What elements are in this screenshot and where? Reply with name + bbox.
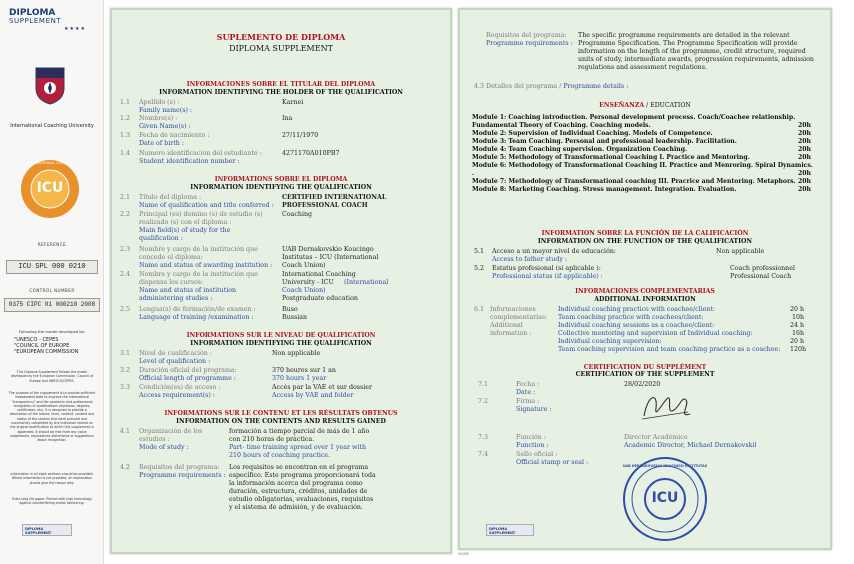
function-value-es: Director Académico xyxy=(624,434,688,441)
field-label-en: Access requirement(s) : xyxy=(139,392,215,399)
module-line: Module 7: Methodology of Transformational coaching III. Pracrice and Mentoring. Metaphors. xyxy=(472,178,796,185)
education-heading-separator: / xyxy=(644,102,651,109)
further-study-value: Non applicable xyxy=(716,248,765,255)
additional-info-hours: 10h xyxy=(792,314,805,321)
field-label-en: Date : xyxy=(516,389,536,396)
additional-info-hours: 120h xyxy=(790,346,807,353)
item-number: 5.2 xyxy=(474,265,485,272)
section7-title-es: CERTIFICATION DU SUPPLÉMENT xyxy=(583,364,707,371)
programme-length-value-fr: 370 heures sur 1 an xyxy=(272,367,336,374)
administering-institution-value-2: University - ICU xyxy=(282,279,334,286)
field-label-es: Lengua(s) de formación/de examen : xyxy=(139,306,256,313)
edge-mark: SIGNE xyxy=(458,552,469,556)
module-line: Module 2: Supervision of Individual Coaching. Models of Competence. xyxy=(472,130,713,137)
section1-title-en: INFORMATION IDENTIFYING THE HOLDER OF THE QUALIFICATION xyxy=(159,89,403,96)
stamp-ring-text: UAB DERNAKOVSKIO KOUCINGO INSTITUTAS xyxy=(622,464,708,468)
module-hours: 20h xyxy=(798,170,811,177)
field-label-es: Fecha de nacimiento : xyxy=(139,132,210,139)
field-label-es: estudios : xyxy=(139,436,170,443)
programme-requirements-line: estudio obligatorias, evaluaciones, requisitos xyxy=(229,496,374,503)
programme-spec-line: information on the length of the programme, credit structure, required xyxy=(578,48,806,55)
field-label-es: Sello oficial : xyxy=(516,451,558,458)
field-label-en: Family name(s) : xyxy=(139,107,193,114)
access-requirement-value-en: Access by VAE and folder xyxy=(272,392,354,399)
item-number: 4.2 xyxy=(120,464,131,471)
item-number: 1.1 xyxy=(120,99,131,106)
field-label-en: Programme requirements : xyxy=(139,472,226,479)
university-name: International Coaching University xyxy=(10,123,94,129)
field-label-es: dispensa los cursos: xyxy=(139,279,204,286)
additional-info-line: Individual coaching supervision: xyxy=(558,338,662,345)
additional-info-line: Individual coaching practice with coachee/client: xyxy=(558,306,716,313)
note-purpose: The purpose of the supplement is to provide sufficient independent data to improve the international "transparency" and fair academic and professional recognition of qualifications (diplomas, degrees, certificates, etc). It is designed to provide a description of the nature, level, context, content and status of the studies that were pursued and successfully completed by the individual named on the original qualification to which this supplement is appended. It should be free from any value judgements, equivalence statements or suggestions about recognition. xyxy=(8,391,96,443)
item-number: 3.2 xyxy=(120,367,131,374)
control-label: CONTROL NUMBER xyxy=(29,288,75,293)
field-label-es: Nombre(s) : xyxy=(139,115,178,122)
item-number: 6.1 xyxy=(474,306,485,313)
brand-line1: DIPLOMA xyxy=(9,8,56,18)
field-label-es: Nombre y cargo de la institución que xyxy=(139,271,258,278)
field-label-es: Nombre y cargo de la institución que xyxy=(139,246,258,253)
item-number: 1.2 xyxy=(120,115,131,122)
section5-title-es: INFORMATION SOBRE LA FUNCIÓN DE LA CALIFICACIÓN xyxy=(541,230,749,237)
field-label-en: Given Name(s) : xyxy=(139,123,191,130)
field-label-es: Requisitos del programa: xyxy=(139,464,220,471)
birth-date-value: 27/11/1970 xyxy=(282,132,319,139)
item-number: 2.5 xyxy=(120,306,131,313)
page2-footer-logo xyxy=(486,524,534,536)
awarding-institution-value-2: Institutas – ICU (International xyxy=(282,254,379,261)
additional-info-hours: 20 h xyxy=(790,306,805,313)
reference-value: ICU SPL 000 0210 xyxy=(6,260,98,274)
field-label-es: Condición(es) de acceso : xyxy=(139,384,221,391)
module-hours: 20h xyxy=(798,186,811,193)
field-label-en: Language of training /examination : xyxy=(139,314,254,321)
programme-spec-line: The specific programme requirements are detailed in the relevant xyxy=(578,32,790,39)
page2-footer-brand: DIPLOMA SUPPLEMENT xyxy=(489,527,516,535)
item-number: 7.1 xyxy=(478,381,489,388)
org-council: "COUNCIL OF EUROPE xyxy=(14,343,70,349)
awarding-institution-value: UAB Dernakovskio Koucingo xyxy=(282,246,374,253)
programme-details-en: Programme details : xyxy=(563,83,629,90)
page-2 xyxy=(458,8,832,550)
field-label-es: Título del diploma : xyxy=(139,194,202,201)
field-label-es: Informaciones xyxy=(490,306,536,313)
education-heading xyxy=(460,102,830,109)
note-paper: Extra long life paper. Printed with high technology against counterfeiting and/or tampering. xyxy=(12,497,92,506)
field-label-en: Name and status of awarding institution : xyxy=(139,262,273,269)
section6-title-es: INFORMACIONES COMPLEMENTARIAS xyxy=(575,288,715,295)
field-label-es: Acceso a un mayor nivel de educación: xyxy=(492,248,617,255)
field-label-es: Numero identificacion del estudiante : xyxy=(139,150,262,157)
field-label-es: Nivel de cualificación : xyxy=(139,350,212,357)
function-value-en: Academic Director, Michael Dernakovskil xyxy=(624,442,757,449)
field-label-en: information : xyxy=(490,330,532,337)
language-value-es: Ruso xyxy=(282,306,298,313)
item-number: 7.4 xyxy=(478,451,489,458)
field-label-en: Name and status of institution xyxy=(139,287,237,294)
page-1 xyxy=(110,8,452,554)
module-line: Module 6: Methodology of Transformational Coaching II. Practice and Menroring. Spiral Dynamics. xyxy=(472,162,813,169)
programme-length-value-en: 370 hours 1 year xyxy=(272,375,327,382)
section1-title-es: INFORMACIONES SOBRE EL TITULAR DEL DIPLOMA xyxy=(186,81,376,88)
module-hours: 20h xyxy=(798,130,811,137)
strip-footer-logo xyxy=(22,524,72,536)
item-number: 5.1 xyxy=(474,248,485,255)
additional-info-line: Collective mentoring and supervision of Individual coaching: xyxy=(558,330,753,337)
page1-title-en: DIPLOMA SUPPLEMENT xyxy=(229,44,333,53)
access-requirement-value-fr: Accès par la VAE et sur dossier xyxy=(272,384,372,391)
field-label-en: qualification : xyxy=(139,235,183,242)
module-line: Module 1: Coaching introduction. Personal development process. Coach/Coachee relationship. xyxy=(472,114,796,121)
education-heading-en: EDUCATION xyxy=(650,102,691,109)
field-label-en: Date of birth : xyxy=(139,140,184,147)
section6-title-en: ADDITIONAL INFORMATION xyxy=(594,296,696,303)
field-label-es: complementarias: xyxy=(490,314,548,321)
module-hours: 20h xyxy=(798,146,811,153)
family-name-value: Karnei xyxy=(282,99,304,106)
mode-of-study-value-es-2: con 210 horas de práctica. xyxy=(229,436,315,443)
additional-info-hours: 20 h xyxy=(790,338,805,345)
reference-label: REFERENCE xyxy=(37,242,67,247)
administering-institution-value-3: Coach Union) xyxy=(282,287,326,294)
module-line: Module 5: Methodology of Transformational Coaching I. Practice and Mentoring. xyxy=(472,154,750,161)
module-hours: 20h xyxy=(798,138,811,145)
field-label-es: Requisitos del programa: xyxy=(486,32,567,39)
additional-info-line: Team coaching supervision and team coaching practice as a coachee: xyxy=(558,346,781,353)
programme-requirements-line: Los requisitos se encontran en el programa xyxy=(229,464,369,471)
section4-title-en: INFORMATION ON THE CONTENTS AND RESULTS GAINED xyxy=(176,418,386,425)
section5-title-en: INFORMATION ON THE FUNCTION OF THE QUALIFICATION xyxy=(537,238,753,245)
module-line: Fundamental Theory of Coaching. Coaching models. xyxy=(472,122,651,129)
section4-title-es: INFORMATIONS SUR LE CONTENU ET LES RÉSULTATS OBTENUS xyxy=(164,410,398,417)
field-label-en: Additional xyxy=(490,322,523,329)
control-value: 0375 CIPC 01 000210 2008 xyxy=(4,298,100,312)
icu-seal xyxy=(20,159,80,219)
professional-status-value-en: Professional Coach xyxy=(730,273,792,280)
field-label-en: Access to father study : xyxy=(492,256,568,263)
item-number: 4.1 xyxy=(120,428,131,435)
programme-spec-line: regulations and assessment regulations. xyxy=(578,64,707,71)
seal-text: ICU xyxy=(36,180,64,196)
module-line: . xyxy=(472,170,475,177)
note-sections: Information in all eight sections should be provided. Where information is not provided, an explanation should give the reason why. xyxy=(10,472,94,485)
university-logo xyxy=(34,66,66,106)
qualification-title-value-2: PROFESSIONAL COACH xyxy=(282,202,368,209)
item-number: 3.3 xyxy=(120,384,131,391)
language-value-en: Russian xyxy=(282,314,308,321)
item-number: 7.2 xyxy=(478,398,489,405)
field-label-es: realizado (s) con el diploma : xyxy=(139,219,232,226)
section2-title-en: INFORMATION IDENTIFYING THE QUALIFICATION xyxy=(190,184,372,191)
page1-title-es: SUPLEMENTO DE DIPLOMA xyxy=(216,32,346,42)
programme-requirements-line: y el sistema de admisión, y de evaluación. xyxy=(229,504,363,511)
seal-ring-text: INTERNATIONAL COACHES xyxy=(26,161,74,165)
student-id-value: 4271170A010PB7 xyxy=(282,150,340,157)
programme-requirements-line: específico. Este programa proporcionará toda xyxy=(229,472,376,479)
additional-info-line: Team coaching practice with coachees/client: xyxy=(558,314,704,321)
programme-spec-line: Programme Specification. The Programme Specification will provide xyxy=(578,40,798,47)
stars-decoration: ★★★★ xyxy=(64,26,86,32)
module-line: Module 4: Team Coaching supervision. Organization Coaching. xyxy=(472,146,688,153)
item-number: 2.1 xyxy=(120,194,131,201)
field-label-en: Programme requirements : xyxy=(486,40,573,47)
field-label-en: Name of qualification and title conferred : xyxy=(139,202,274,209)
signature-image xyxy=(638,388,698,424)
strip-footer-brand: DIPLOMA SUPPLEMENT xyxy=(25,527,52,535)
org-commission: "EUROPEAN COMMISSION xyxy=(14,349,79,355)
mode-of-study-value-es: formación a tiempo parcial de más de 1 año xyxy=(229,428,370,435)
note-model: This Diploma Supplement follows the model developed by the European Commission, Council of Europe and UNESCO/CEPES. xyxy=(10,370,94,383)
field-label-en: Student identification number : xyxy=(139,158,240,165)
administering-institution-value-2b: (International xyxy=(344,279,389,286)
field-label-en: Professional status (if applicable) : xyxy=(492,273,603,280)
additional-info-hours: 24 h xyxy=(790,322,805,329)
field-label-en: Official stamp or seal : xyxy=(516,459,589,466)
field-label-en: Function : xyxy=(516,442,549,449)
item-number: 1.4 xyxy=(120,150,131,157)
item-number: 3.1 xyxy=(120,350,131,357)
org-list xyxy=(14,337,94,355)
section3-title-en: INFORMATION IDENTIFYING THE QUALIFICATION xyxy=(190,340,372,347)
following-model: Following the model developed by: xyxy=(18,329,86,334)
left-info-strip xyxy=(0,0,104,564)
stamp-center-text: ICU xyxy=(651,490,679,506)
item-number: 2.3 xyxy=(120,246,131,253)
administering-institution-status: Postgraduate education xyxy=(282,295,358,302)
module-line: Module 3: Team Coaching. Personal and professional leadership. Facilitation. xyxy=(472,138,737,145)
module-line: Module 8: Marketing Coaching. Stress management. Integration. Evaluation. xyxy=(472,186,737,193)
module-hours: 20h xyxy=(798,122,811,129)
field-label-en: Mode of study : xyxy=(139,444,189,451)
certification-date-value: 28/02/2020 xyxy=(624,381,661,388)
field-label-en: Official length of programme : xyxy=(139,375,236,382)
given-name-value: Ina xyxy=(282,115,293,122)
field-label-es: concede el diploma: xyxy=(139,254,203,261)
item-number: 2.4 xyxy=(120,271,131,278)
administering-institution-value: International Coaching xyxy=(282,271,356,278)
field-label-es: Función : xyxy=(516,434,546,441)
field-label-es: Apellido (s) : xyxy=(139,99,180,106)
section2-title-es: INFORMATIONS SOBRE EL DIPLOMA xyxy=(214,176,348,183)
field-label-es: Fecha : xyxy=(516,381,540,388)
professional-status-value-fr: Coach professionnel xyxy=(730,265,795,272)
item-number: 1.3 xyxy=(120,132,131,139)
section3-title-es: INFORMATIONS SUR LE NIVEAU DE QUALIFICATION xyxy=(186,332,376,339)
awarding-institution-value-3: Coach Union) xyxy=(282,262,326,269)
field-label-es: Principal (es) domino (s) de estudio (s) xyxy=(139,211,263,218)
module-hours: 20h xyxy=(798,178,811,185)
item-number: 7.3 xyxy=(478,434,489,441)
programme-details-heading xyxy=(474,83,628,90)
item-number: 2.2 xyxy=(120,211,131,218)
qualification-title-value: CERTIFIED INTERNATIONAL xyxy=(282,194,387,201)
module-hours: 20h xyxy=(798,154,811,161)
field-label-en: Signature : xyxy=(516,406,552,413)
field-label-es: Duración oficial del programa: xyxy=(139,367,237,374)
field-of-study-value: Coaching xyxy=(282,211,313,218)
brand-line2: SUPPLEMENT xyxy=(9,17,62,25)
field-label-es: Organización de los xyxy=(139,428,203,435)
programme-requirements-line: duración, estructura, créditos, unidades de xyxy=(229,488,368,495)
official-stamp xyxy=(622,456,708,542)
field-label-en: Level of qualification : xyxy=(139,358,211,365)
field-label-en: Main field(s) of study for the xyxy=(139,227,231,234)
org-unesco: "UNESCO - CEPES xyxy=(14,337,59,343)
additional-info-line: Individual coaching sessions as a coachee/client: xyxy=(558,322,715,329)
mode-of-study-value-en-2: 210 hours of coaching practice. xyxy=(229,452,331,459)
section7-title-en: CERTIFICATION OF THE SUPPLEMENT xyxy=(575,371,715,378)
mode-of-study-value-en: Part- time training spread over 1 year with xyxy=(229,444,367,451)
qualification-level-value: Non applicable xyxy=(272,350,321,357)
programme-requirements-line: la información acerca del programa como xyxy=(229,480,363,487)
field-label-es: Estatus profesional (si aplicable ): xyxy=(492,265,601,272)
programme-spec-line: units of study, intermediate awards, progression requirements, admission xyxy=(578,56,814,63)
additional-info-hours: 16h xyxy=(792,330,805,337)
field-label-en: administering studies : xyxy=(139,295,213,302)
education-heading-es: ENSEÑANZA xyxy=(599,102,645,109)
programme-details-es: 4.3 Detalles del programa / xyxy=(474,83,564,90)
field-label-es: Firma : xyxy=(516,398,540,405)
